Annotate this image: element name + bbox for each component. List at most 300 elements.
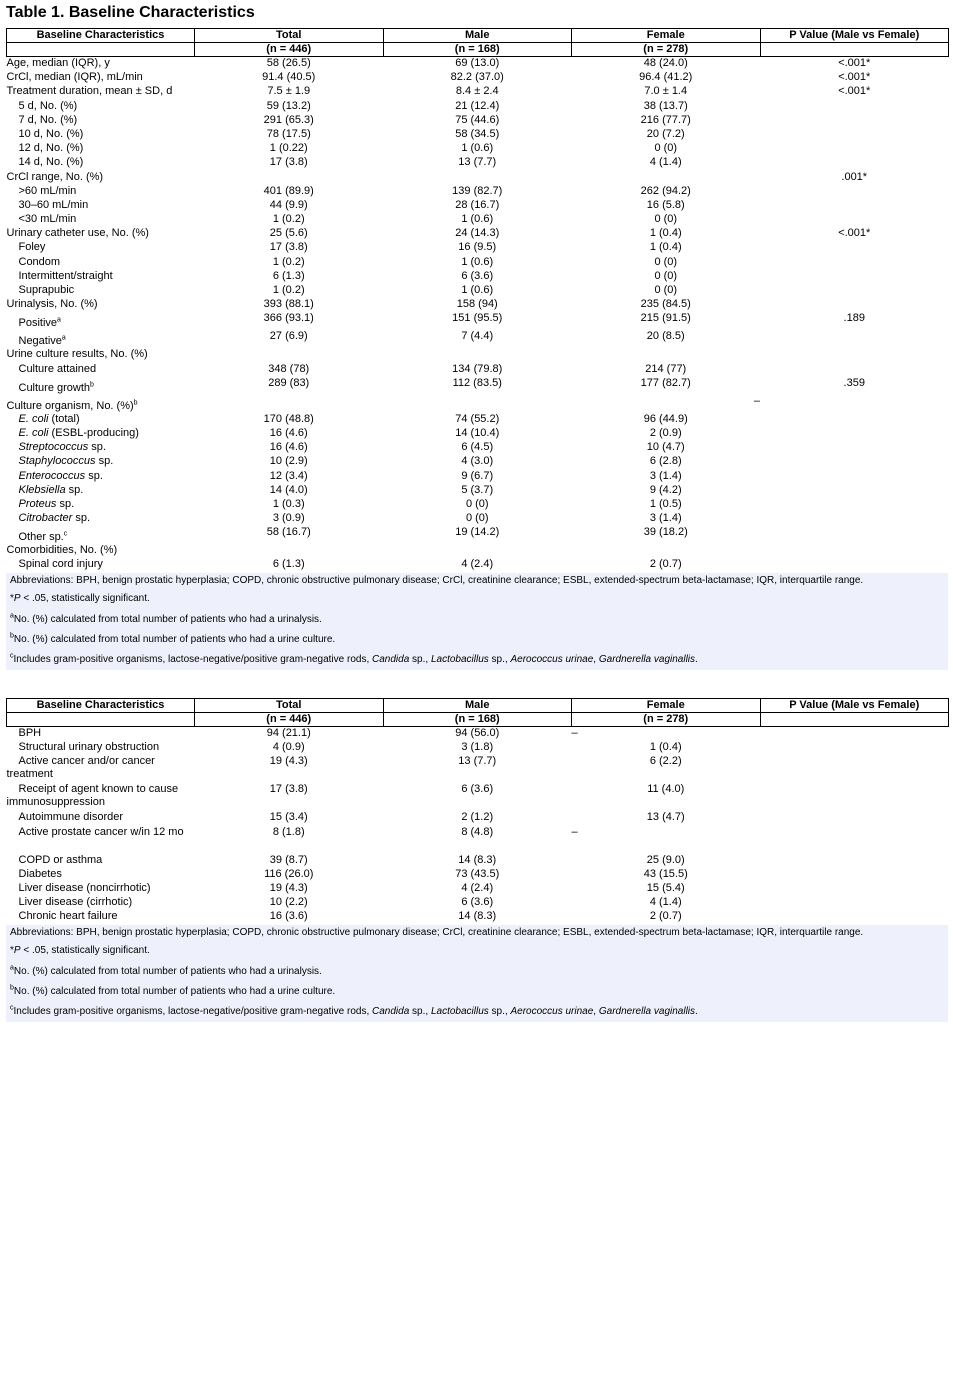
cell-female: 7.0 ± 1.4 <box>644 85 688 98</box>
cell-p-value <box>760 156 949 170</box>
row-label: Other sp.$^c$ <box>18 530 68 544</box>
row-label: Active cancer and/or cancer treatment <box>6 755 155 781</box>
cell-male: 9 (6.7) <box>461 469 494 482</box>
cell-female: 1 (0.4) <box>649 741 682 754</box>
row-label: Klebsiella sp. <box>18 483 84 496</box>
cell-female: 43 (15.5) <box>643 867 688 880</box>
cell-total: 10 (2.9) <box>269 455 308 468</box>
cell-p-value <box>760 455 949 469</box>
row-label: <30 mL/min <box>18 213 77 226</box>
cell-p-value: <.001* <box>838 227 871 240</box>
cell-female: – <box>571 825 578 838</box>
cell-total: 4 (0.9) <box>272 741 305 754</box>
row-label: 10 d, No. (%) <box>18 127 84 140</box>
cell-male: 112 (83.5) <box>452 376 502 389</box>
cell-p-value <box>760 348 949 362</box>
subheader-row <box>7 43 949 57</box>
cell-p-value <box>760 910 949 924</box>
cell-p-value <box>760 284 949 298</box>
table-row <box>7 526 949 544</box>
table-row <box>7 896 949 910</box>
table-row <box>7 363 949 377</box>
cell-total: 3 (0.9) <box>272 512 305 525</box>
cell-female: 216 (77.7) <box>640 113 691 126</box>
cell-total: 6 (1.3) <box>272 558 305 571</box>
cell-p-value <box>760 882 949 896</box>
cell-p-value <box>760 811 949 825</box>
cell-male: 6 (4.5) <box>461 441 494 454</box>
cell-total: 19 (4.3) <box>269 881 308 894</box>
cell-p-value: <.001* <box>838 71 871 84</box>
table-row <box>7 213 949 227</box>
table-row <box>7 413 949 427</box>
row-label: Intermittent/straight <box>18 269 113 282</box>
cell-total: 39 (8.7) <box>269 853 308 866</box>
cell-p-value <box>760 298 949 312</box>
cell-p-value <box>760 199 949 213</box>
cell-p-value <box>760 512 949 526</box>
cell-p-value <box>760 128 949 142</box>
cell-male: 4 (3.0) <box>461 455 494 468</box>
cell-male: 19 (14.2) <box>455 526 500 539</box>
row-label: >60 mL/min <box>18 184 77 197</box>
table-1-body <box>7 57 949 573</box>
cell-male: 82.2 (37.0) <box>450 71 504 84</box>
footnote-abbreviations-text: Abbreviations: BPH, benign prostatic hyperplasia; COPD, chronic obstructive pulmonary disease; CrCl, creatinine clearance; ESBL, extended-spectrum beta-lactamase; IQR, interquartile range. <box>10 575 864 586</box>
cell-female: 16 (5.8) <box>646 198 685 211</box>
cell-p-value <box>760 484 949 498</box>
table-1-footnotes <box>6 573 948 670</box>
cell-female: 1 (0.5) <box>649 497 682 510</box>
cell-total: 15 (3.4) <box>269 811 308 824</box>
cell-total: 1 (0.2) <box>272 213 305 226</box>
row-label: Receipt of agent known to cause immunosuppression <box>6 783 179 809</box>
cell-female <box>572 348 761 362</box>
cell-female: 4 (1.4) <box>649 156 682 169</box>
cell-male: 6 (3.6) <box>461 896 494 909</box>
cell-total: 291 (65.3) <box>263 113 314 126</box>
cell-p-value <box>760 741 949 755</box>
cell-p-value <box>760 142 949 156</box>
table-row <box>7 470 949 484</box>
cell-female: 6 (2.8) <box>649 455 682 468</box>
cell-p-value: <.001* <box>838 85 871 98</box>
cell-male: 158 (94) <box>456 298 498 311</box>
table-row <box>7 427 949 441</box>
cell-total: 6 (1.3) <box>272 269 305 282</box>
cell-female: 0 (0) <box>654 255 678 268</box>
cell-total: 1 (0.2) <box>272 284 305 296</box>
cell-total: 289 (83) <box>268 376 310 389</box>
cell-p-value: .189 <box>843 312 865 325</box>
cell-male: 0 (0) <box>465 497 489 510</box>
col-header-female: Female <box>572 699 761 713</box>
subheader-total-n: (n = 446) <box>195 43 384 57</box>
cell-female: 235 (84.5) <box>640 298 691 311</box>
row-label: Urinary catheter use, No. (%) <box>6 227 149 240</box>
cell-p-value <box>760 755 949 783</box>
cell-p-value <box>760 544 949 558</box>
cell-female: 6 (2.2) <box>649 755 682 768</box>
table-row <box>7 455 949 469</box>
row-label: Spinal cord injury <box>18 558 103 571</box>
subheader-row <box>7 713 949 727</box>
cell-male: 1 (0.6) <box>461 255 494 268</box>
cell-female: 3 (1.4) <box>649 469 682 482</box>
subheader-female-n: (n = 278) <box>572 713 761 727</box>
cell-p-value: .359 <box>843 376 865 389</box>
table-row <box>7 811 949 825</box>
row-label: Liver disease (noncirrhotic) <box>18 881 151 894</box>
cell-female: 3 (1.4) <box>649 512 682 525</box>
cell-female: 0 (0) <box>654 142 678 155</box>
cell-p-value <box>760 114 949 128</box>
cell-total: 27 (6.9) <box>269 330 308 343</box>
cell-total <box>195 348 384 362</box>
row-label: BPH <box>18 727 42 739</box>
table-row <box>7 512 949 526</box>
cell-p-value <box>760 270 949 284</box>
cell-female: 0 (0) <box>654 213 678 226</box>
cell-total: 8 (1.8) <box>272 825 305 838</box>
cell-total <box>195 544 384 558</box>
row-label: Citrobacter sp. <box>18 512 91 525</box>
cell-female: 20 (7.2) <box>646 127 685 140</box>
cell-total: 393 (88.1) <box>263 298 314 311</box>
cell-female: 214 (77) <box>645 362 687 375</box>
cell-female: 1 (0.4) <box>649 227 682 240</box>
table-row <box>7 199 949 213</box>
table-row <box>7 71 949 85</box>
table-row <box>7 484 949 498</box>
table-row <box>7 727 949 742</box>
cell-female: 2 (0.9) <box>649 426 682 439</box>
cell-male: 69 (13.0) <box>455 57 500 69</box>
table-row <box>7 558 949 572</box>
cell-female: 11 (4.0) <box>647 783 685 796</box>
table-row <box>7 868 949 882</box>
footnote-b: $^b$No. (%) calculated from total number of patients who had a urine culture. <box>10 984 336 997</box>
row-label: Streptococcus sp. <box>18 441 106 454</box>
cell-male: 94 (56.0) <box>455 727 500 739</box>
cell-female: 215 (91.5) <box>640 312 691 325</box>
table-row <box>7 741 949 755</box>
cell-male: 151 (95.5) <box>452 312 503 325</box>
cell-male <box>383 544 572 558</box>
cell-p-value <box>760 854 949 868</box>
cell-female: 10 (4.7) <box>646 441 685 454</box>
row-label: E. coli (total) <box>18 412 80 425</box>
cell-male: 0 (0) <box>465 512 489 525</box>
cell-total: 1 (0.22) <box>269 142 308 155</box>
footnote-b: $^b$No. (%) calculated from total number of patients who had a urine culture. <box>10 632 336 645</box>
cell-male: 73 (43.5) <box>455 867 500 880</box>
cell-total: 17 (3.8) <box>269 241 308 254</box>
cell-male: 24 (14.3) <box>455 227 500 240</box>
col-header-female: Female <box>572 29 761 43</box>
row-label: Positive$^a$ <box>18 316 61 330</box>
cell-male: 58 (34.5) <box>455 127 500 140</box>
cell-p-value <box>760 256 949 270</box>
cell-total: 16 (4.6) <box>269 426 308 439</box>
col-header-male: Male <box>383 699 572 713</box>
subheader-male-n: (n = 168) <box>383 713 572 727</box>
cell-total: 94 (21.1) <box>266 727 311 739</box>
cell-total: 16 (4.6) <box>269 441 308 454</box>
table-row <box>7 256 949 270</box>
cell-total: 59 (13.2) <box>266 99 311 112</box>
cell-p-value <box>760 330 949 348</box>
row-label: Treatment duration, mean ± SD, d <box>6 85 173 98</box>
cell-total: 58 (26.5) <box>266 57 311 69</box>
cell-male: 8 (4.8) <box>461 825 494 838</box>
cell-total: 78 (17.5) <box>266 127 311 140</box>
col-header-p-value: P Value (Male vs Female) <box>760 29 949 43</box>
table-row <box>7 544 949 558</box>
row-label: Liver disease (cirrhotic) <box>18 896 133 909</box>
cell-male <box>383 395 572 413</box>
cell-female: 4 (1.4) <box>649 896 682 909</box>
cell-total: 19 (4.3) <box>269 755 308 768</box>
table-row <box>7 171 949 185</box>
cell-p-value <box>760 783 949 811</box>
cell-female: 0 (0) <box>654 269 678 282</box>
cell-total: 401 (89.9) <box>263 184 314 197</box>
row-label: Negative$^a$ <box>18 334 66 348</box>
row-label: Suprapubic <box>18 284 75 296</box>
cell-female: – <box>571 727 578 739</box>
table-row <box>7 156 949 170</box>
table-2-body <box>7 727 949 925</box>
cell-female: 96.4 (41.2) <box>639 71 693 84</box>
cell-total: 10 (2.2) <box>269 896 308 909</box>
cell-p-value <box>760 185 949 199</box>
footnote-abbreviations <box>6 925 948 942</box>
footnote-significance: *P < .05, statistically significant. <box>10 593 150 604</box>
subheader-p-value <box>760 43 949 57</box>
cell-total <box>195 395 384 413</box>
footnote-significance: *P < .05, statistically significant. <box>10 945 150 956</box>
table-1 <box>6 28 948 573</box>
footnote-c: $^c$Includes gram-positive organisms, lactose-negative/positive gram-negative rods, Candida sp., Lactobacillus sp., Aerococcus urinae, Gardnerella vaginallis. <box>10 652 698 665</box>
row-label: Comorbidities, No. (%) <box>6 544 118 557</box>
cell-male: 2 (1.2) <box>461 811 494 824</box>
footnote-abbreviations <box>6 573 948 590</box>
cell-male: 8.4 ± 2.4 <box>455 85 499 98</box>
cell-p-value: <.001* <box>838 57 871 69</box>
cell-p-value <box>760 826 949 854</box>
table-row <box>7 498 949 512</box>
cell-p-value <box>760 526 949 544</box>
table-row <box>7 114 949 128</box>
cell-male: 6 (3.6) <box>461 269 494 282</box>
row-label: 5 d, No. (%) <box>18 99 78 112</box>
row-label: Condom <box>18 255 61 268</box>
row-label: Foley <box>18 241 46 254</box>
table-row <box>7 755 949 783</box>
cell-male: 13 (7.7) <box>458 156 497 169</box>
cell-p-value <box>760 241 949 255</box>
table-row <box>7 348 949 362</box>
cell-male: 134 (79.8) <box>452 362 503 375</box>
cell-p-value <box>760 363 949 377</box>
subheader-female-n: (n = 278) <box>572 43 761 57</box>
cell-total: 44 (9.9) <box>269 198 308 211</box>
cell-female: 48 (24.0) <box>643 57 688 69</box>
cell-male <box>383 171 572 185</box>
cell-total: 366 (93.1) <box>263 312 314 325</box>
row-label: Chronic heart failure <box>18 910 118 923</box>
cell-total: 25 (5.6) <box>269 227 308 240</box>
row-label: Enterococcus sp. <box>18 469 103 482</box>
cell-female: – <box>753 394 760 407</box>
col-header-characteristics: Baseline Characteristics <box>7 699 195 713</box>
table-row <box>7 826 949 854</box>
row-label: 7 d, No. (%) <box>18 113 78 126</box>
row-label: E. coli (ESBL-producing) <box>18 426 139 439</box>
cell-male: 16 (9.5) <box>458 241 497 254</box>
table-row <box>7 441 949 455</box>
cell-p-value <box>760 441 949 455</box>
col-header-p-value: P Value (Male vs Female) <box>760 699 949 713</box>
cell-female: 2 (0.7) <box>649 558 682 571</box>
row-label: CrCl range, No. (%) <box>6 170 104 183</box>
table-2-footnotes <box>6 925 948 1022</box>
row-label: Urinalysis, No. (%) <box>6 298 98 311</box>
cell-female <box>572 171 761 185</box>
table-2 <box>6 698 948 925</box>
cell-total: 14 (4.0) <box>269 483 308 496</box>
cell-p-value <box>760 213 949 227</box>
cell-female: 38 (13.7) <box>643 99 688 112</box>
table-row <box>7 882 949 896</box>
row-label: Culture organism, No. (%)$^b$ <box>6 399 138 412</box>
col-header-male: Male <box>383 29 572 43</box>
row-label: COPD or asthma <box>18 853 103 866</box>
cell-male: 14 (8.3) <box>458 910 497 923</box>
cell-female: 13 (4.7) <box>646 811 685 824</box>
cell-male: 14 (10.4) <box>455 426 500 439</box>
cell-total: 1 (0.2) <box>272 255 305 268</box>
table-row <box>7 57 949 72</box>
header-row <box>7 699 949 713</box>
row-label: 14 d, No. (%) <box>18 156 84 169</box>
col-header-total: Total <box>195 29 384 43</box>
cell-male: 1 (0.6) <box>461 213 494 226</box>
cell-female: 25 (9.0) <box>646 853 685 866</box>
cell-p-value: .001* <box>841 170 868 183</box>
table-row <box>7 854 949 868</box>
cell-total: 17 (3.8) <box>269 783 308 796</box>
cell-male: 21 (12.4) <box>455 99 500 112</box>
table-row <box>7 100 949 114</box>
subheader-p-value <box>760 713 949 727</box>
table-row <box>7 227 949 241</box>
subheader-total-n: (n = 446) <box>195 713 384 727</box>
header-row <box>7 29 949 43</box>
cell-female: 39 (18.2) <box>643 526 688 539</box>
cell-female: 20 (8.5) <box>646 330 685 343</box>
cell-female: 2 (0.7) <box>649 910 682 923</box>
cell-total: 7.5 ± 1.9 <box>267 85 311 98</box>
row-label: Autoimmune disorder <box>18 811 124 824</box>
cell-female: 1 (0.4) <box>649 241 682 254</box>
table-row <box>7 284 949 298</box>
table-row <box>7 270 949 284</box>
row-label: 12 d, No. (%) <box>18 142 84 155</box>
cell-male <box>383 348 572 362</box>
cell-p-value <box>760 413 949 427</box>
cell-male: 139 (82.7) <box>452 184 503 197</box>
cell-total: 58 (16.7) <box>266 526 311 539</box>
cell-female: 177 (82.7) <box>640 376 691 389</box>
cell-female: 9 (4.2) <box>649 483 682 496</box>
row-label: Age, median (IQR), y <box>6 57 110 69</box>
cell-total <box>195 171 384 185</box>
row-label: Structural urinary obstruction <box>18 741 160 754</box>
table-title: Table 1. Baseline Characteristics <box>6 4 255 21</box>
subheader-characteristics <box>7 43 195 57</box>
footnote-c: $^c$Includes gram-positive organisms, lactose-negative/positive gram-negative rods, Candida sp., Lactobacillus sp., Aerococcus urinae, Gardnerella vaginallis. <box>10 1004 698 1017</box>
cell-female: 0 (0) <box>654 284 678 296</box>
table-row <box>7 298 949 312</box>
table-row <box>7 142 949 156</box>
table-row <box>7 377 949 395</box>
cell-p-value <box>760 727 949 742</box>
cell-p-value <box>760 896 949 910</box>
row-label: Proteus sp. <box>18 497 75 510</box>
cell-male: 4 (2.4) <box>461 881 494 894</box>
cell-female: 15 (5.4) <box>646 881 685 894</box>
subheader-male-n: (n = 168) <box>383 43 572 57</box>
cell-total: 17 (3.8) <box>269 156 308 169</box>
baseline-table-part-1 <box>6 28 949 573</box>
row-label: Urine culture results, No. (%) <box>6 348 148 361</box>
row-label: Culture attained <box>18 362 97 375</box>
row-label: CrCl, median (IQR), mL/min <box>6 71 143 84</box>
cell-total: 170 (48.8) <box>263 412 314 425</box>
table-row <box>7 330 949 348</box>
cell-male: 75 (44.6) <box>455 113 500 126</box>
baseline-table-part-2 <box>6 698 949 925</box>
table-row <box>7 783 949 811</box>
cell-female: 262 (94.2) <box>640 184 691 197</box>
col-header-characteristics: Baseline Characteristics <box>7 29 195 43</box>
cell-male: 7 (4.4) <box>461 330 494 343</box>
cell-female <box>572 544 761 558</box>
cell-female: 96 (44.9) <box>643 412 688 425</box>
table-row <box>7 185 949 199</box>
subheader-characteristics <box>7 713 195 727</box>
cell-male: 14 (8.3) <box>458 853 497 866</box>
table-row <box>7 128 949 142</box>
cell-p-value <box>760 395 949 413</box>
row-label: Active prostate cancer w/in 12 mo <box>18 825 184 838</box>
footnote-a: $^a$No. (%) calculated from total number of patients who had a urinalysis. <box>10 612 322 625</box>
cell-p-value <box>760 470 949 484</box>
table-row <box>7 910 949 924</box>
cell-p-value <box>760 427 949 441</box>
cell-male: 6 (3.6) <box>461 783 494 796</box>
table-row <box>7 395 949 413</box>
cell-p-value <box>760 100 949 114</box>
cell-total: 91.4 (40.5) <box>262 71 316 84</box>
footnote-abbreviations-text: Abbreviations: BPH, benign prostatic hyperplasia; COPD, chronic obstructive pulmonary disease; CrCl, creatinine clearance; ESBL, extended-spectrum beta-lactamase; IQR, interquartile range. <box>10 927 864 938</box>
cell-male: 74 (55.2) <box>455 412 500 425</box>
cell-p-value <box>760 558 949 572</box>
table-row <box>7 312 949 330</box>
row-label: Diabetes <box>18 867 62 880</box>
